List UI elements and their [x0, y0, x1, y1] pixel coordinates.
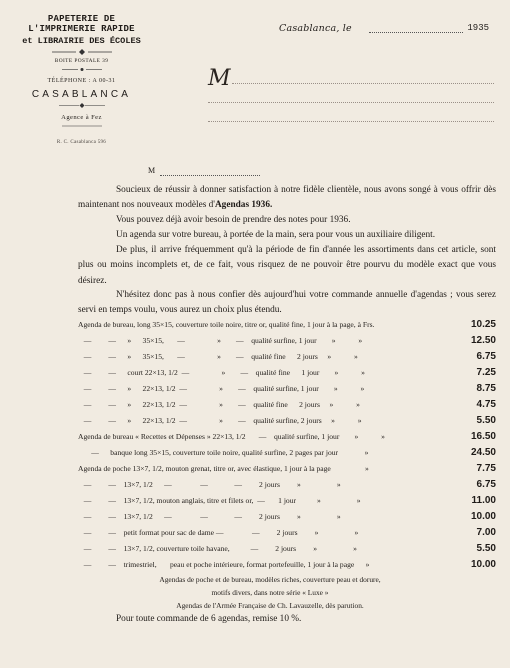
price-description: — banque long 35×15, couverture toile noire, qualité surfine, 2 pages par jour »: [78, 448, 369, 457]
price-row: [78, 496, 498, 508]
price-value: 7.00: [476, 527, 496, 538]
price-row: [78, 512, 498, 524]
address-line: [208, 102, 494, 103]
paragraph-text: Vous pouvez déjà avoir besoin de prendre des notes pour 1936.: [116, 215, 351, 225]
ornament-divider-icon: [62, 124, 102, 128]
price-row: [78, 464, 498, 476]
phone-number: TÉLÉPHONE : A 00-31: [47, 78, 116, 84]
price-value: 5.50: [476, 415, 496, 426]
price-row: [78, 432, 498, 444]
paragraph-text: Un agenda sur votre bureau, à portée de la main, sera pour vous un auxiliaire diligent.: [116, 230, 436, 240]
price-row: [78, 336, 498, 348]
paragraph-shortage: [78, 243, 496, 289]
price-description: — — 13×7, 1/2 — — — 2 jours » »: [78, 512, 341, 521]
price-description: — — 13×7, 1/2, mouton anglais, titre et filets or, — 1 jour » »: [78, 496, 361, 505]
paragraph-notes: [78, 213, 496, 228]
price-description: Agenda de bureau « Recettes et Dépenses » 22×13, 1/2 — qualité surfine, 1 jour » »: [78, 432, 385, 441]
price-row: [78, 480, 498, 492]
price-value: 10.25: [470, 319, 496, 330]
price-description: Agenda de poche 13×7, 1/2, mouton grenat, titre or, avec élastique, 1 jour à la page »: [78, 464, 369, 473]
date-year: 1935: [467, 23, 489, 33]
agendas-year-emphasis: Agendas 1936.: [214, 200, 273, 211]
agency-location: Agence à Fez: [61, 114, 102, 121]
price-value: 16.50: [470, 431, 496, 442]
company-name: PAPETERIE DE L'IMPRIMERIE RAPIDE: [28, 14, 135, 34]
address-initial: M: [208, 66, 231, 91]
luxury-note-line2: motifs divers, dans notre série « Luxe »: [211, 588, 329, 597]
price-row: [78, 416, 498, 428]
salutation-blank: [160, 175, 260, 176]
paragraph-desk: [78, 228, 496, 243]
company-subname: et LIBRAIRIE DES ÉCOLES: [22, 36, 141, 46]
price-value: 7.25: [476, 367, 496, 378]
price-row: [78, 560, 498, 572]
paragraph-text: N'hésitez donc pas à nous confier dès aujourd'hui votre commande annuelle d'agendas ; vous serez servi en temps voulu, vous aurez un choix plus étendu.: [78, 290, 496, 316]
price-row: [78, 352, 498, 364]
price-row: [78, 448, 498, 460]
price-value: 6.75: [476, 479, 496, 490]
address-line: [232, 83, 494, 84]
price-value: 8.75: [476, 383, 496, 394]
price-value: 24.50: [470, 447, 496, 458]
price-description: Agenda de bureau, long 35×15, couverture toile noire, titre or, qualité fine, 1 jour à la page, à Frs.: [78, 320, 375, 329]
price-row: [78, 544, 498, 556]
postal-box: BOITE POSTALE 39: [54, 58, 109, 64]
luxury-note-line1: Agendas de poche et de bureau, modèles riches, couverture peau et dorure,: [159, 575, 381, 584]
price-description: — — petit format pour sac de dame — — 2 jours » »: [78, 528, 359, 537]
date-line: [279, 23, 489, 37]
price-row: [78, 384, 498, 396]
price-value: 4.75: [476, 399, 496, 410]
price-description: — — court 22×13, 1/2 — » — qualité fine 1 jour » »: [78, 368, 365, 377]
price-value: 10.00: [470, 511, 496, 522]
price-description: — — » 35×15, — » — qualité surfine, 1 jour » »: [78, 336, 363, 345]
paragraph-text: Soucieux de réussir à donner satisfaction à notre fidèle clientèle, nous avons songé à vous offrir dès maintenant nos nouveaux modèles d': [78, 185, 496, 211]
ornament-divider-icon: [52, 49, 112, 55]
price-value: 12.50: [470, 335, 496, 346]
price-description: — — » 22×13, 1/2 — » — qualité surfine, 2 jours » »: [78, 416, 362, 425]
price-value: 7.75: [476, 463, 496, 474]
price-value: 5.50: [476, 543, 496, 554]
price-row: [78, 400, 498, 412]
price-description: — — » 35×15, — » — qualité fine 2 jours » »: [78, 352, 358, 361]
price-description: — — trimestriel, peau et poche intérieure, format portefeuille, 1 jour à la page »: [78, 560, 370, 569]
trade-register: R. C. Casablanca 596: [56, 140, 107, 145]
paragraph-text: De plus, il arrive fréquemment qu'à la période de fin d'année les assortiments dans cet article, sont plus ou moins incomplets et, de ce fait, vous risquez de ne pouvoir être pourvu du modèle exact que vous désirez.: [78, 245, 496, 286]
price-row: [78, 320, 498, 332]
ornament-divider-icon: [59, 103, 105, 108]
price-value: 10.00: [470, 559, 496, 570]
letterhead-city: CASABLANCA: [31, 89, 132, 100]
price-description: — — » 22×13, 1/2 — » — qualité fine 2 jours » »: [78, 400, 360, 409]
price-value: 6.75: [476, 351, 496, 362]
date-city: Casablanca, le: [279, 23, 352, 34]
price-row: [78, 368, 498, 380]
paragraph-order: [78, 288, 496, 319]
price-row: [78, 528, 498, 540]
paragraph-intro: [78, 183, 496, 214]
discount-note: Pour toute commande de 6 agendas, remise 10 %.: [116, 614, 302, 624]
ornament-divider-icon: [62, 67, 102, 72]
salutation: M: [148, 166, 156, 175]
address-line: [208, 121, 494, 122]
date-blank: [369, 32, 463, 33]
price-value: 11.00: [471, 495, 496, 506]
letterhead: [14, 14, 149, 145]
army-agenda-note: Agendas de l'Armée Française de Ch. Lavauzelle, dès parution.: [176, 601, 364, 610]
price-description: — — 13×7, 1/2, couverture toile havane, — 2 jours » »: [78, 544, 357, 553]
price-description: — — » 22×13, 1/2 — » — qualité surfine, 1 jour » »: [78, 384, 365, 393]
price-description: — — 13×7, 1/2 — — — 2 jours » »: [78, 480, 341, 489]
